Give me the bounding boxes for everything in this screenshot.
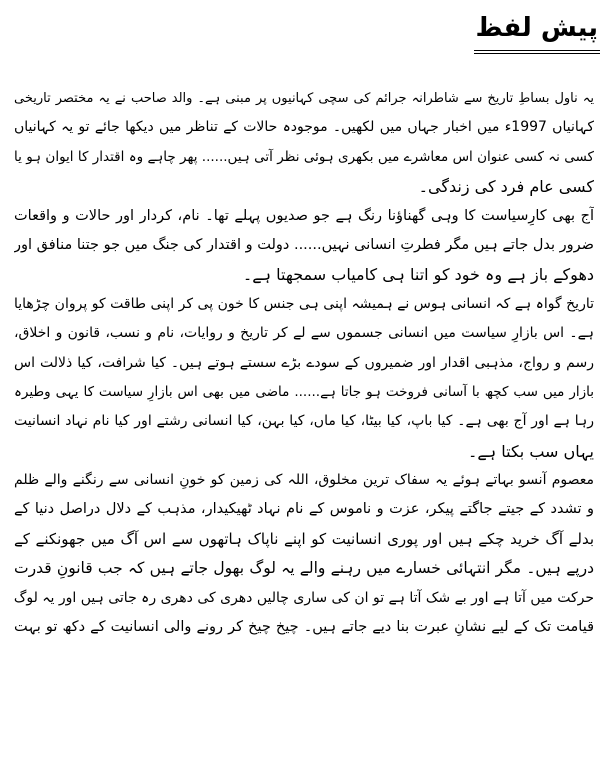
text-line: کسی عام فرد کی زندگی۔ [418,177,594,197]
text-line: یہاں سب بکتا ہے۔ [468,441,594,461]
text-line: آج بھی کارِسیاست کا وہی گھناؤنا رنگ ہے جو صدیوں پہلے تھا۔ نام، کردار اور حالات و واقعات [14,207,594,224]
body-text [14,84,594,642]
text-line: حرکت میں آتا ہے اور بے شک آتا ہے تو ان کی ساری چالیں دھری کی دھری رہ جاتی ہیں اور یہ لوگ [14,589,594,606]
page-title: پیش لفظ [474,6,601,54]
text-line: کسی نہ کسی عنوان اس معاشرے میں بکھری ہوئی نظر آتی ہیں...... پھر چاہے وہ اقتدار کا ایوان ہو یا [14,148,594,165]
text-line: قیامت تک کے لیے نشانِ عبرت بنا دیے جاتے ہیں۔ چیخ چیخ کر رونے والی انسانیت کے دکھ تو بہت [14,619,594,636]
text-line: رسم و رواج، مذہبی اقدار اور ضمیروں کے سودے بڑے سستے ہوتے ہیں۔ کیا شرافت، کیا ذلالت اس [14,354,594,371]
text-line: رہا ہے اور آج بھی ہے۔ کیا باپ، کیا بیٹا، کیا ماں، کیا بہن، کیا انسانی رشتے اور کیا نام نہاد انسانیت [14,413,594,430]
text-line: درپے ہیں۔ مگر انتہائی خسارے میں رہنے والے یہ لوگ بھول جاتے ہیں کہ جب قانونِ قدرت [14,559,594,578]
text-line: تاریخ گواہ ہے کہ انسانی ہوس نے ہمیشہ اپنی ہی جنس کا خون پی کر اپنی طاقت کو پروان چڑھایا [14,295,594,312]
text-line: و تشدد کے جیتے جاگتے پیکر، عزت و ناموس کے نام نہاد ٹھیکیدار، مذہب کے دلال دراصل دنیا کے [14,501,594,518]
text-line: ہے۔ اس بازارِ سیاست میں انسانی جسموں سے لے کر تاریخ و روایات، نام و نسب، قانون و اخلاق، [14,325,594,342]
text-line: کہانیاں 1997ء میں اخبار جہاں میں لکھیں۔ موجودہ حالات کے تناظر میں دیکھا جائے تو یہ کہانیاں [14,119,594,136]
text-line: بدلے آگ خرید چکے ہیں اور پوری انسانیت کو اپنے ناپاک ہاتھوں سے اس آگ میں جھونکنے کے [14,529,594,548]
text-line: ضرور بدل جاتے ہیں مگر فطرتِ انسانی نہیں...... دولت و اقتدار کی جنگ میں جو جتنا منافق اور [14,236,594,253]
text-line: یہ ناول بساطِ تاریخ سے شاطرانہ جرائم کی سچی کہانیوں پر مبنی ہے۔ والد صاحب نے یہ مختصر تاریخی [14,91,594,106]
text-line: بازار میں سب کچھ با آسانی فروخت ہو جاتا ہے...... ماضی میں بھی اس بازارِ سیاست کا یہی وطیرہ [14,383,594,400]
text-line: معصوم آنسو بہاتے ہوئے یہ سفاک ترین مخلوق، اللہ کی زمین کو خونِ انسانی سے رنگنے والے ظلم [14,472,594,489]
text-line: دھوکے باز ہے وہ خود کو اتنا ہی کامیاب سمجھتا ہے۔ [242,265,594,285]
